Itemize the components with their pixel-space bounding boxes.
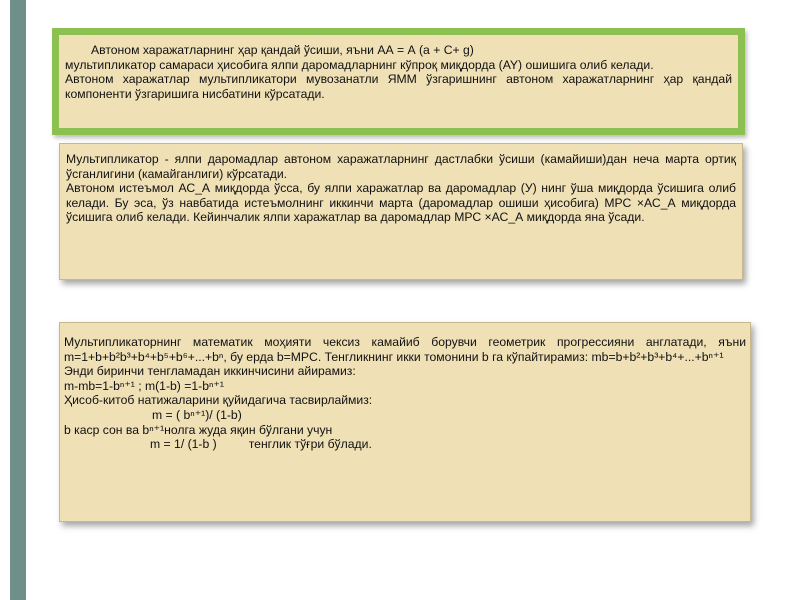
card3-formula-1: m = ( bⁿ⁺¹)/ (1-b)	[152, 407, 242, 422]
card3-line-1: Мультипликаторнинг математик моҳияти чексиз камайиб борувчи геометрик прогрессияни англатади, яъни m=1+b+b²b³+b⁴+b⁵+b⁶+...+bⁿ, бу ерда b=MPC. Тенгликнинг икки томонини b га кўпайтирамиз: mb=b+b²+b³+b⁴+...+bⁿ⁺¹	[64, 335, 746, 364]
card2-paragraph-1: Мультипликатор - ялпи даромадлар автоном харажатларнинг дастлабки ўсиши (камайиши)дан неча марта ортиқ ўсганлигини (камайганлиги) кўрсатади.	[66, 152, 736, 181]
card3-line-2: Энди биринчи тенгламадан иккинчисини айирамиз:	[64, 364, 356, 379]
card3-line-4: Ҳисоб-китоб натижаларини қуйидагича тасвирлаймиз:	[64, 393, 373, 408]
autonomous-spending-card	[52, 28, 745, 135]
card3-formula-2	[64, 437, 746, 452]
card3-formula-2-note: тенглик тўғри бўлади.	[248, 437, 372, 452]
multiplier-math-card	[59, 322, 751, 522]
card1-paragraph-3: Автоном харажатлар мультипликатори мувозанатли ЯММ ўзгаришнинг автоном харажатларнинг ҳар қандай компоненти ўзгаришига нисбатини кўрсатади.	[65, 72, 732, 101]
card3-line-3: m-mb=1-bⁿ⁺¹ ; m(1-b) =1-bⁿ⁺¹	[64, 378, 224, 393]
card1-paragraph-1: Автоном харажатларнинг ҳар қандай ўсиши, яъни АА = А (а + С+ g)	[91, 43, 474, 57]
card3-line-6: b каср сон ва bⁿ⁺¹нолга жуда яқин бўлгани учун	[64, 422, 333, 437]
left-accent-bar	[10, 0, 26, 600]
card2-paragraph-2: Автоном истеъмол АС_А миқдорда ўсса, бу ялпи харажатлар ва даромадлар (У) нинг ўша миқдорда ўсишига олиб келади. Бу эса, ўз навбатида истеъмолнинг иккинчи марта (даромадлар ошиши ҳисобига) МРС ×АС_А миқдорда ўсишига олиб келади. Кейинчалик ялпи харажатлар ва даромадлар МРС ×АС_А миқдорда яна ўсади.	[66, 181, 736, 225]
multiplier-definition-card	[59, 143, 743, 280]
card3-formula-2-eq: m = 1/ (1-b )	[150, 437, 217, 452]
card1-paragraph-2: мультипликатор самараси ҳисобига ялпи даромадларнинг кўпроқ миқдорда (AY) ошишига олиб келади.	[65, 57, 654, 72]
